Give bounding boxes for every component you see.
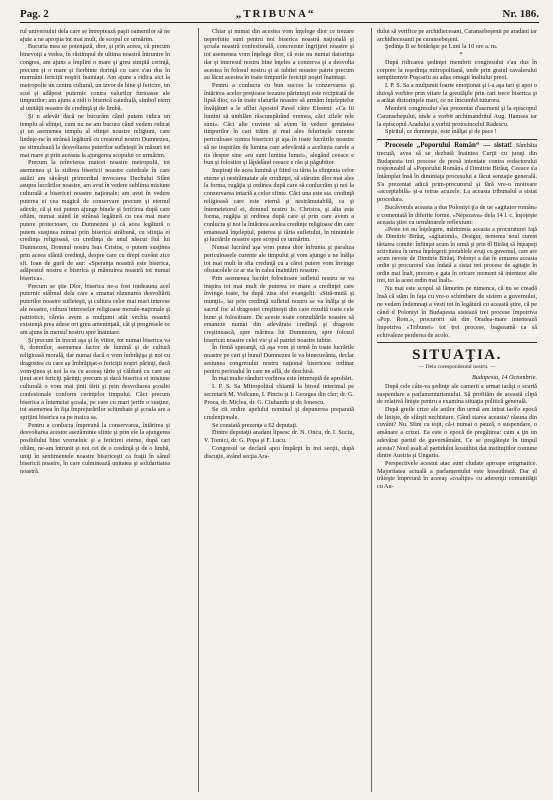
section-rule: [377, 139, 537, 140]
paragraph: Bucuria mea se potenţază, dior, şi prin aceea, că precum binevoiţi a vedea, în răstimpul de ultima noastră întrunire în congres, am ajuns a împlini o mare şi greu simţită cerinţă, precum şi o mare şi fierbinte dorinţă cu care s'au dus în mormânt fericiţii noştrii înaintaşi. Am ajuns a ridica aici la metropolie un centru cultural, un izvor de bine şi fericire, un scut şi adăpost puternic contra valurilor furioasse ale timpurilor; am ajuns a zidi o biserică catedrală, simbol etern al unităţii noastre de credinţă şi de limbă.: [20, 43, 170, 113]
paragraph: Congresul se declară apoi împărţit în trei secţii, după discuţie, având secţia Ara-: [204, 444, 354, 460]
paragraph: Pentru a conlucra împreună la conservarea, întărirea şi desvoltarea acestor asezăminte sfinte şi prin ele la ajungerea posibilului bine vremelnic şi a fericirei eterne, după cari oftăm, ne-am întrunit şi noi cei de o credinţă şi de o limbă, uniţi în sentimentele noastre bisericeşti ca fraţii în sânul bisericii noastre, în care culminează unitatea şi solidaritatea noastră.: [20, 421, 170, 475]
paragraph: Chiar şi numai din acestea vom înţelege dior ce trezare neprefuite sunt pentru noi biserica noastră naţională şi şcoala noastră confesională, concrezute îngrijirei noastre şi tot asemenea vom înţelege dior, că este nu numai datorinţa dar şi interesul nostru bine înţeles a conzerva şi a desvolta acestea în folosul nostru şi ai iubitei noastre patrie precum au lăcut acestea în toate timpurile fericiţii noştri înaintaşi.: [204, 28, 354, 82]
paragraph: I. P. S. Sa Mitropolitul chiamă la biroul interimal pe secretarii M. Voilcanu, I. Pinciu şi I. Georgea din cler; dr. G. Proca, dr. Miclea, dr. G. Ciuhandu şi dr. Ionescu.: [204, 383, 354, 406]
block-quote: «Peste tot nu înţelegem, mărinimia aceasta a procuraturei faţă de Dimitrie Birăuţ, «agitatorul», Desigur, nemerea noul curent tărtarea comite: înfiinţat acum în urmă şi prin dl Birăuţ să înţeapeţi activitatea în urma înţelegerii protablele avuţi cu guvernul, care are acum nevoie de Dimitrie Birăuţ. Polonyi a dat în urmarea aceasta ordin şi procurorul s'au îndatǎ a sistat trei procese de agitaţie în ordin mai înalt, precum e gata în oricare moment să intenteze alte trei, tot la acest ordin mai înalt».: [377, 226, 537, 285]
article-heading: Procesele „Poporului Român“ — sistat!: [385, 141, 512, 150]
paragraph: Şedinţa II se hotărăşte pe Luni la 10 ore a. m.: [385, 43, 498, 51]
paragraph: Precum se ştie Dlor, biserica ne-a fost totdeauna acel puternic stâlmul dela care a emanat răzunarea desvoltării puterilor noastre sufleteşti, şi cultura celor mai mari interese ale noastre, cultura intereselor religioase morale-naţionale şi patriotice, căreia avem a mulţumi atât vechia noastră existenţă prea adese ori greu ameninţată, cât şi progresele ce am ajuns în mersul nostru spre înaintare.: [20, 282, 170, 337]
paragraph: Şi n adevăr dacă ne bucurăm când putem ridica un templu al sfinţei, cum nu ne am bucura când vedem ridicat şi un asemenea templu al sfinţei noastre religiuni, care lindeţe-ne în strânsă legătură cu creatorul nostru Dumnezeu, ne stimulează la desvoltarea puterilor sufleteşti în măsuri tot mai mare şi prin aceasta la ajungerea scopului ce urmărim.: [20, 112, 170, 159]
paragraph: I. P. S. Sa a mulţumit foarte emoţionat şi i-a aşa tari şi apoi o duioşă vorbire prin vitare la greutăţile prin cari trece biserica şi a arătat distorinţele mari, ce ne îmcumbă tuturora.: [377, 82, 537, 105]
paragraph: Inspiraţi de acea lumină şi fiind cu tăria la sfinţenia celor eterne şi nestrămutate ale credinţei, să stăruim dlor mai ales la forma, rugăţia şi ordinea după care să conlucrăm şi noi la conzervarea intactă a celor sfinte. Căci una este sta. credinţă religioasă care este eternă şi nestrămutabilă, ca şi întemeietorul ei, domnul nostru Is. Christos, şi alta este forma, rugăţia şi ordinea după care şi prin care avem a conlucra şi noi la întărirea acelea credinţe religioase din care emanează înţeleptul, puterea şi tăria sufletului, în ninuntele şi lucrările noastre spre scopul ce urmărim.: [204, 166, 354, 244]
column-2: [204, 28, 354, 794]
paragraph: dului să verifice pe archidiecesani, Caransebeşenii pe aradani iar archidiecesanii pe caransebeşeni.: [377, 28, 537, 43]
paragraph: Precum la reînvierea maicei noastre metropolii, tot asemenea şi la zidirea bisericii noastre catedrale în care astăzi am săvârşit primordiul invocarea Duchului Sfânt asupra lucrărilor noastre, am avut în vedere sublima misiune culturală a bisericei noastre naţionale; am avut în vedere puterea ei cea magică de conservare precum şi eternul adevăr, că şi noi putem ajunge binele şi fericirea după care oftăm, numai stând în strânsă legătură cu cea mai mare putere protectoare, cu Dumnezeu şi că acea legătură o putem susţinea numai prin biserica străbună, cu sfinţia ei credinţa religioasă, cu credinţa de unul născut fiul lui Dumnezeu, Domnul nostru Isus Cristos, o putem susţinea prin aceea sfântă credinţă, despre care cu drept cuvânt zice sft. Ioan de gură de aur: «Speranţa noastră este biserica, adăpostul nostru e biserica şi mântuirea noastră tot numai biserica».: [20, 159, 170, 282]
dateline: Budapesta, 14 Octombrie.: [472, 374, 537, 382]
page-number: Pag. 2: [20, 8, 49, 20]
paragraph: Membrii congresului s'au prezentat d'asemeni şi la episcopul Caransebeşului, unde a vorbit archimandritul Aug. Hamsea iar la episcopul Aradului a vorbit protosincelul Radescu.: [377, 105, 537, 128]
paragraph: În mai multe rânduri vorbirea este întreruptă de aprobări.: [212, 375, 354, 383]
paragraph: Se cit ordire apelului nominal şi depunerea preparată credenţionale.: [204, 406, 354, 421]
column-3: [377, 28, 537, 794]
paragraph: Se constată prezenţa a 62 deputaţi.: [212, 421, 298, 429]
paragraph: Nu mai este scopul să lămurim pe nimenca, că nu se creadă însă că stăm în faţa cu vre-o schimbare de sistem a guvernului, ne vedem îndemnaţi a vesti tot în legătură cu această ştire, că pe când d Poloniyi în Budapesta sistează trei procese împotriva «Pop. Rom.», procurorii săi din Oradea-mare intentează împotriva «Tribunei» tot trei procese, bagseamǎ ca să echivaleze perderea de acolo.: [377, 285, 537, 339]
page-header: [20, 6, 539, 22]
column-divider: [371, 28, 372, 792]
paragraph: rul universului dela care se întrepteazǎ paşii oamenilor să ne ajute a ne apropia tot mai mult, de scopul ce urmărim.: [20, 28, 170, 43]
header-rule: [20, 22, 539, 23]
paragraph: Numai lucrând aşa vom putea dior înfrunta şi paraliza periculoasele curente ale timpului şi vom ajunge a ne înălţa tot mai mult în sfta credinţă cu a cărei putere vom învinge obstacolele ce ar sta în calea înaintării noastre.: [204, 244, 354, 275]
paragraph: Şi precum în trecut aşa şi în viitor, tot numai biserica va fi, domnilor, asemenea factor de lumină şi de cultură religioasă morală, dar numai dacă o vom îmbrăţişa şi noi cu dragostea cu care au îmbrăţişat-o fericiţii noştri părinţi, dacă vom-ţinea şi noi la ea cu aceeaş tărie şi căldură cu care au ţinut acei fericiţi părinţi; precum şi dacă biserica ei misiune culturală o vom mai ţinti tării şi prin desvoltarea şcoalei confesionale conform cerinţelor timpului. Căci precum biserica a întemeiat şcoala, pe care cu mari jertfe o susţine, tot asemenea în fiţa împrejurărilor schimbate şi şcoala are a sprijini biserica ca pe maica sa.: [20, 336, 170, 421]
paragraph: După greile crize ale anilor din urmă am intrat iarǎ'o epocă de linişte, de sfârşit nechistare. Când starea aceasta? răsuna din cuvânt? Nu. Sfim cu toţii, că-i numai o pauză, o suspendare, o amânare a crizei. Ea este o epocă de pregătirea: cum a ţin un adevărat partid de guvernământ. Ce se pregăteşte în timpul acesta? Noul asalt al partidului kosuthist dat instituţiilor comune dintre Austria şi Ungaria.: [377, 405, 537, 460]
article-title: SITUAŢIA.: [412, 347, 502, 364]
paragraph: Spiritul, ce domneşte, este înălţat şi de pace !: [385, 128, 497, 136]
issue-number: Nr. 186.: [502, 8, 539, 20]
article-subtitle: — Dela corespondentul nostru. —: [418, 364, 496, 371]
paragraph: Prin asemenea lucrări folositoare sufletul nostru se va inspira tot mai mult de puterea ce mare a credinţei care învinge toate, ba după zisa sfei evangelii: «Stră-mută şi munţii», iar prin credinţă sufletul nostru se va înălţa şi de sacrul foc al dragostei creştineşti din care rezultă toate cele bune şi folositoare. De aceste toate conzultările noastre să emaneze numai din adevărata credinţă şi dragoste creştinească, spre mărirea lui Dumnezeu, spre folosul bisericei noastre celei vie şi al patriei noastre iubite.: [204, 275, 354, 344]
paragraph: După cele câte-va şedinţe ale camerii a urmat iarăşi o scurtă suspendare a parlamentarismului. Să profităm de această clipă de relativă linişte pentru a examina situaţia politică generală.: [377, 382, 537, 406]
column-1: [20, 28, 170, 794]
paragraph: După ridicarea şedinţei membrii congresului s'au dus în corpore la reşedinţa mitropolitană, unde prin graiul cavalerului sempitemvir Puşcariu au adus omagii înaltului preot.: [377, 58, 537, 82]
paragraph: Pentru a conlucra cu bun succes la conzervarea şi întărirea acelor preţioase tezaure părinteşti este recipirată de lipsă dior, ca în toate sfaturile noastre să urmăm înţeleptelor învăţături a le sfîlui Apostol Pavel câtre Efeseni: «Ca fii lumini să umblăm răscumpărând vremea, căci zilele rele sunt». Căci alte cuvinte să avem în vedere greutatea timpurilor în cari trăim şi mai ales felurinele curente periculoase contra bisericei şi aşa în toate lucrările noastre să ne inspirăm de lumina care adevărată a acelunia carele a ris despre sine «eu sunt lumina lumei», alegând ceeace e bun şi folositor şi lăpădând ceeace e rău şi păgubitor.: [204, 82, 354, 167]
paragraph: Perspectivele acestui atac sunt cludate aproape enigmatice. Majoritatea actuală a parlamentului este kossuthistă. Dar el trăieşte împreună în aceeaş «coaliţie» cu aderenţii comunităţii cu Au-: [377, 460, 537, 491]
paragraph: Dintre deputaţii aradani lipsesc dr. N. Oncu, dr. I. Suciu, V. Tomici, dr. G. Popa şi F. Lucu.: [204, 429, 354, 445]
publication-title: „TRIBUNA“: [235, 8, 316, 20]
article-body: Sâmbăta trecută, avea să se dezbată înaintea Curţii cu juraţi din Budapesta trei procese de presă intentate contra redactorului responzabil al «Poporului Român» d Dimitrie Birăuţ. Ceeace s'a întâmplat însă în diminiaţa procesului a făcut senzaţie generală. S'a prezentat adică prim-procurorul şi fără vre-o motivare «acceptabilă» şi-a retras acuzele. La aceasta tribunalul a sistat procedura.: [377, 142, 537, 204]
paragraph: În firmă speranţă, că aşa vom şi urmă în toate lucrările noastre pe cari şi bunul Dumnezeu le va binecuvânta, declar sesiunea congresului nostru naţional bisericesc ordinar pentru perioadul în care ne află, de deschisă.: [204, 344, 354, 375]
nota-paragraph: [377, 142, 537, 204]
paragraph: Bucăvoruls aceasta a dus Poloniyi ţ(a de ue «agitator român» e comentată în diferite forme. «Népszava» dela 14 l. c. înşoţeşte aceasta ştire cu următoarele reflexiuni:: [377, 203, 537, 227]
column-divider: [198, 28, 199, 792]
section-separator: *: [459, 51, 463, 59]
section-rule: [377, 342, 537, 343]
